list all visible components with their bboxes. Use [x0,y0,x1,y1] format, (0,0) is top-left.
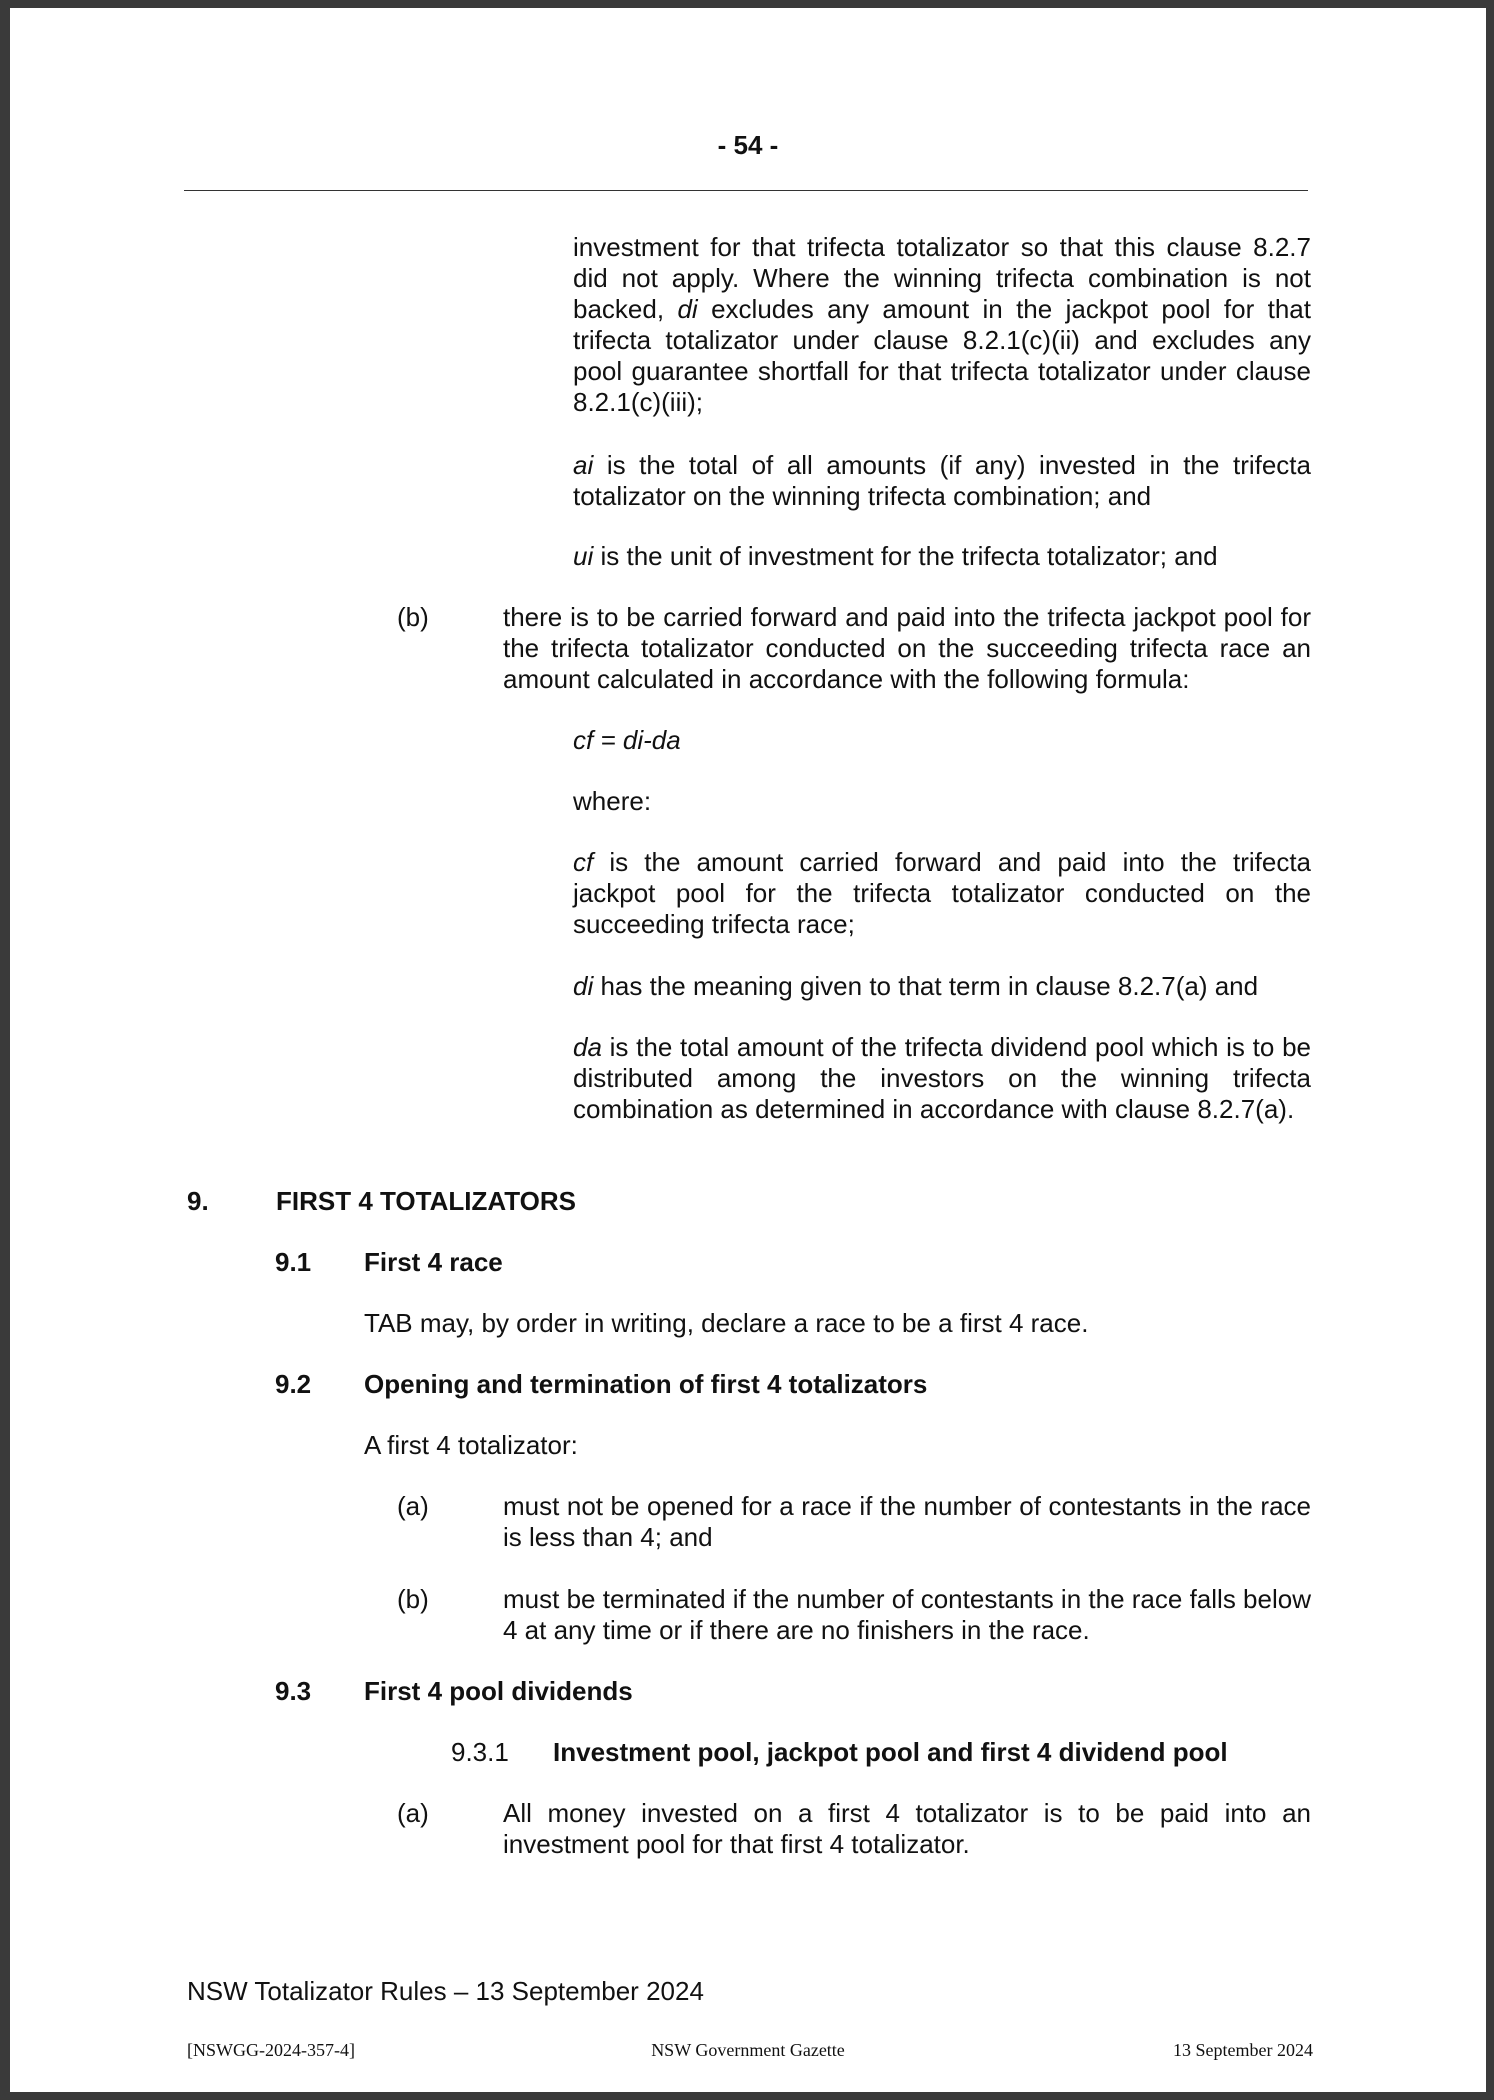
item-b-text: there is to be carried forward and paid into the trifecta jackpot pool for the trifecta totalizator conducted on the succeeding trifecta race an amount calculated in accordance with the following formula: [503,602,1311,694]
definition-cf [573,847,1311,940]
definition-ai [573,450,1311,512]
definition-text: is the total amount of the trifecta dividend pool which is to be distributed among the investors on the winning trifecta combination as determined in accordance with clause 8.2.7(a). [573,1032,1311,1124]
section-9-3-1-number: 9.3.1 [451,1737,509,1767]
section-9-1-number: 9.1 [275,1247,312,1277]
where-label: where: [573,786,652,816]
term-cf: cf [573,847,594,877]
section-9-3-number: 9.3 [275,1676,312,1706]
item-label-a: (a) [397,1491,429,1521]
term-da: da [573,1032,602,1062]
section-9-1-text: TAB may, by order in writing, declare a race to be a first 4 race. [364,1308,1089,1338]
header-rule [184,190,1308,191]
section-9-2-intro: A first 4 totalizator: [364,1430,578,1460]
item-label-a: (a) [397,1798,429,1828]
section-9-2-a-text: must not be opened for a race if the number of contestants in the race is less than 4; and [503,1491,1311,1552]
section-9-2-b-text: must be terminated if the number of contestants in the race falls below 4 at any time or if there are no finishers in the race. [503,1584,1311,1645]
section-9-3-1-title: Investment pool, jackpot pool and first 4 dividend pool [553,1737,1228,1767]
term-ui: ui [573,541,594,571]
definition-di [573,971,1311,1002]
definition-text: is the unit of investment for the trifecta totalizator; and [593,541,1218,571]
document-page [10,8,1486,2092]
section-9-title: FIRST 4 TOTALIZATORS [276,1186,576,1216]
definition-text: is the amount carried forward and paid into the trifecta jackpot pool for the trifecta totalizator conducted on the succeeding trifecta race; [573,847,1311,939]
item-label-b: (b) [397,1584,429,1614]
text-run: investment for that trifecta totalizator so that this clause 8.2.7 did not apply. Where the winning trifecta combination is not backed, [573,232,1311,324]
text-run: excludes any amount in the jackpot pool for that trifecta totalizator under clause 8.2.1(c)(ii) and excludes any pool guarantee shortfall for that trifecta totalizator under clause 8.2.1(c)(iii); [573,294,1311,417]
definition-text: is the total of all amounts (if any) invested in the trifecta totalizator on the winning trifecta combination; and [573,450,1311,511]
footer-document-title: NSW Totalizator Rules – 13 September 2024 [187,1976,704,2006]
definition-di-continuation [573,232,1311,418]
section-9-3-title: First 4 pool dividends [364,1676,633,1706]
definition-da [573,1032,1311,1125]
definition-ui [573,541,1311,572]
section-9-number: 9. [187,1186,209,1216]
footer-reference: [NSWGG-2024-357-4] [187,2040,355,2060]
section-9-1-title: First 4 race [364,1247,503,1277]
formula [573,725,1311,756]
definition-text: has the meaning given to that term in clause 8.2.7(a) and [593,971,1259,1001]
term-di: di [573,971,594,1001]
item-label-b: (b) [397,602,429,632]
term-di: di [677,294,698,324]
footer-date: 13 September 2024 [1173,2040,1313,2060]
formula-text: cf = di-da [573,725,681,755]
section-9-2-title: Opening and termination of first 4 totalizators [364,1369,928,1399]
section-9-2-number: 9.2 [275,1369,312,1399]
term-ai: ai [573,450,594,480]
page-number: - 54 - [717,130,779,160]
footer-gazette-name: NSW Government Gazette [651,2040,845,2060]
section-9-3-1-a-text: All money invested on a first 4 totalizator is to be paid into an investment pool for that first 4 totalizator. [503,1798,1311,1859]
